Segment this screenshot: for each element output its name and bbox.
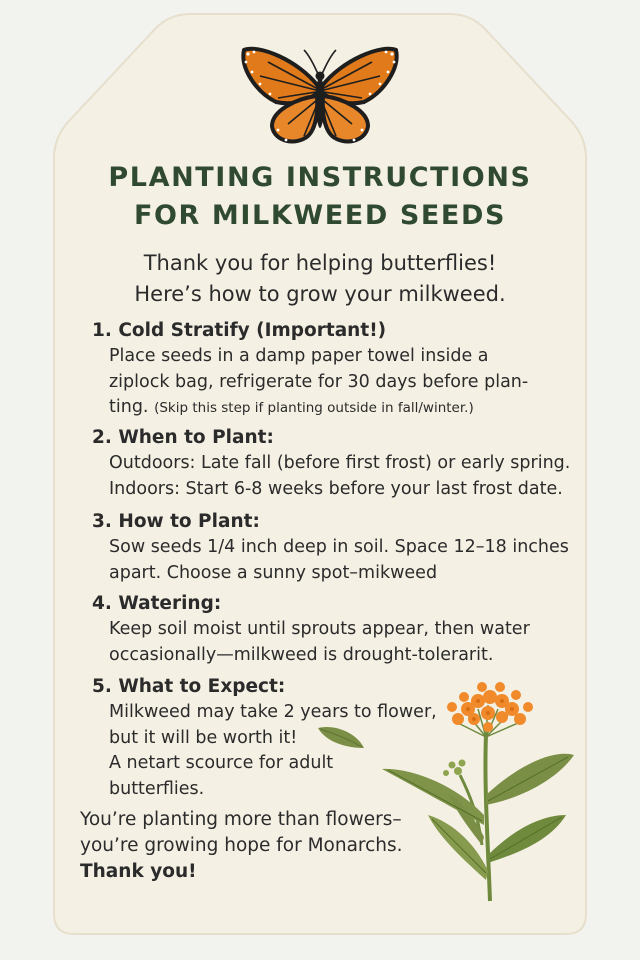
step-heading: 2. When to Plant: (92, 427, 274, 448)
step-line: butterflies. (109, 778, 205, 799)
step-watering (92, 591, 530, 668)
step-line: occasionally—milkweed is drought-tolerarit. (109, 644, 494, 665)
step-line: Keep soil moist until sprouts appear, then water (109, 619, 530, 639)
step-when-to-plant (92, 425, 570, 502)
step-line: Milkweed may take 2 years to flower, (109, 702, 437, 722)
closing-line-1: You’re planting more than flowers– (80, 809, 402, 830)
step-line (92, 395, 528, 422)
step-line-text: ting. (109, 397, 149, 417)
step-heading: 3. How to Plant: (92, 511, 260, 532)
step-line: but it will be worth it! (109, 727, 298, 748)
step-line: Sow seeds 1/4 inch deep in soil. Space 12–18 inches (109, 537, 569, 557)
step-note: (Skip this step if planting outside in fall/winter.) (154, 400, 474, 416)
step-how-to-plant (92, 509, 569, 586)
step-line: Indoors: Start 6-8 weeks before your last frost date. (109, 478, 563, 499)
milkweed-flower-illustration (378, 675, 578, 905)
intro-line-1: Thank you for helping butterflies! (143, 251, 497, 275)
step-heading: 1. Cold Stratify (Important!) (92, 320, 387, 341)
closing-message (80, 807, 403, 885)
step-line: A netart scource for adult (109, 753, 334, 773)
step-line: Outdoors: Late fall (before first frost) or early spring. (109, 453, 571, 473)
step-cold-stratify (92, 318, 528, 422)
leaf-icon (316, 722, 366, 752)
thank-you-text: Thank you! (80, 861, 197, 882)
step-line: ziplock bag, refrigerate for 30 days before plan- (109, 371, 529, 392)
title-line-1: PLANTING INSTRUCTIONS (108, 162, 532, 193)
step-heading: 4. Watering: (92, 593, 222, 614)
title-line-2: FOR MILKWEED SEEDS (133, 200, 507, 231)
monarch-butterfly-icon (238, 40, 402, 152)
step-line: apart. Choose a sunny spot–mikweed (109, 562, 438, 583)
closing-line-2: you’re growing hope for Monarchs. (80, 835, 403, 856)
step-heading: 5. What to Expect: (92, 676, 286, 697)
step-line: Place seeds in a damp paper towel inside a (109, 346, 489, 366)
intro-line-2: Here’s how to grow your milkweed. (134, 282, 506, 306)
